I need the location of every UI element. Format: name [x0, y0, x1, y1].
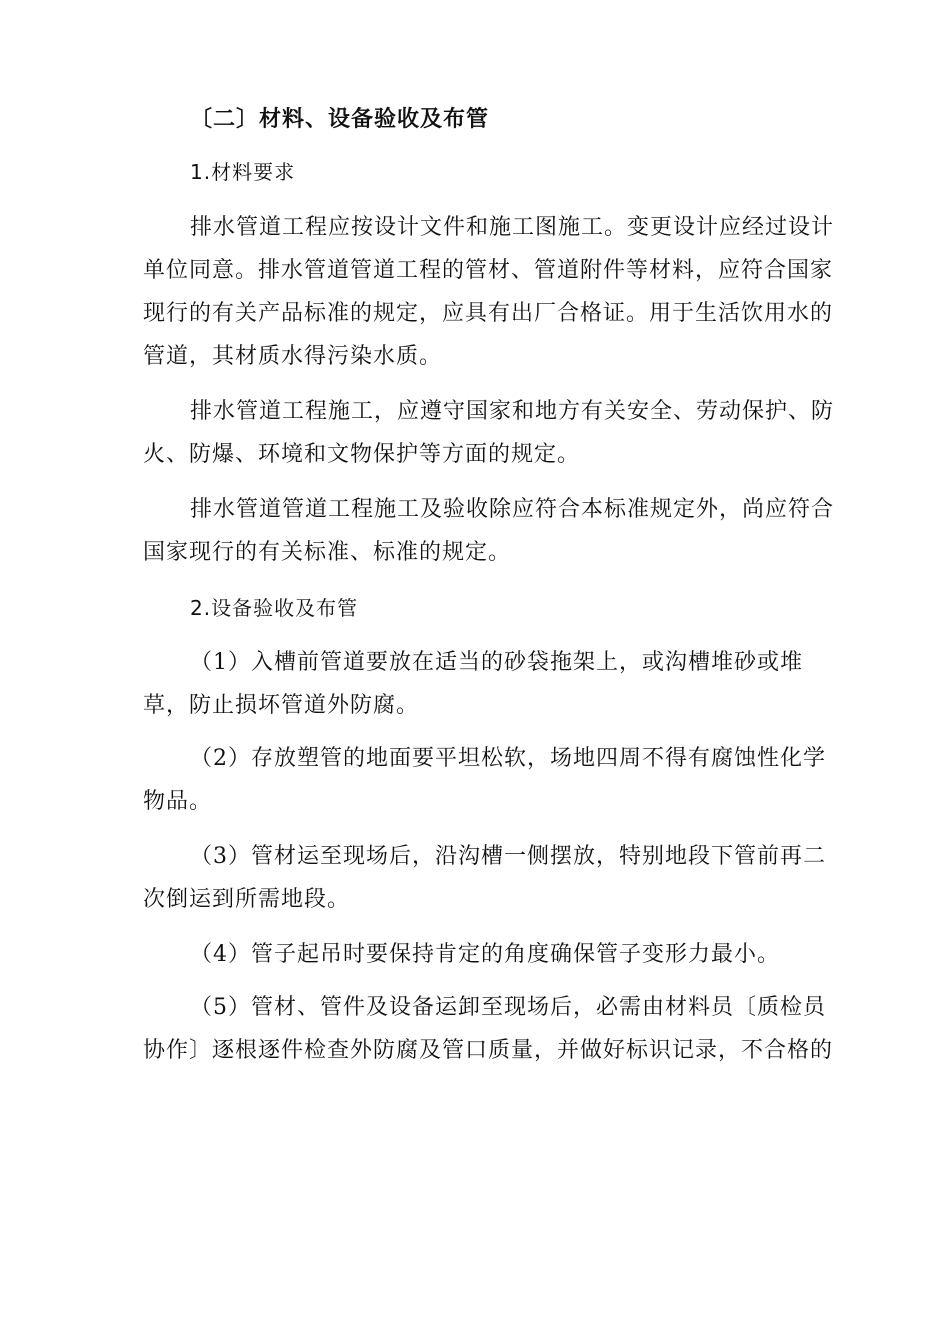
list-item-line: 次倒运到所需地段。 [143, 887, 351, 912]
list-item-line: （1）入槽前管道要放在适当的砂袋拖架上，或沟槽堆砂或堆 [190, 650, 803, 675]
paragraph-line: 现行的有关产品标准的规定，应具有出厂合格证。用于生活饮用水的 [143, 301, 834, 326]
paragraph-line: 火、防爆、环境和文物保护等方面的规定。 [143, 442, 581, 467]
list-item-line: （3）管材运至现场后，沿沟槽一侧摆放，特别地段下管前再二 [190, 844, 826, 869]
list-item-line: （2）存放塑管的地面要平坦松软，场地四周不得有腐蚀性化学 [190, 746, 826, 771]
list-item-line: （4）管子起吊时要保持肯定的角度确保管子变形力最小。 [190, 942, 780, 967]
paragraph-line: 管道，其材质水得污染水质。 [143, 344, 443, 369]
subheading-equipment-acceptance: 2.设备验收及布管 [190, 596, 359, 620]
subheading-material-requirements: 1.材料要求 [190, 160, 296, 184]
paragraph-line: 排水管道工程应按设计文件和施工图施工。变更设计应经过设计 [190, 215, 835, 240]
paragraph-line: 单位同意。排水管道管道工程的管材、管道附件等材料，应符合国家 [143, 258, 834, 283]
list-item-line: 草，防止损坏管道外防腐。 [143, 693, 420, 718]
paragraph-line: 国家现行的有关标准、标准的规定。 [143, 540, 512, 565]
paragraph-line: 排水管道管道工程施工及验收除应符合本标准规定外，尚应符合 [190, 497, 835, 522]
list-item-line: 物品。 [143, 789, 213, 814]
list-item-line: （5）管材、管件及设备运卸至现场后，必需由材料员〔质检员 [190, 995, 826, 1020]
paragraph-line: 排水管道工程施工，应遵守国家和地方有关安全、劳动保护、防 [190, 399, 835, 424]
section-heading: 〔二〕材料、设备验收及布管 [190, 106, 490, 132]
list-item-line: 协作〕逐根逐件检查外防腐及管口质量，并做好标识记录，不合格的 [143, 1038, 834, 1063]
